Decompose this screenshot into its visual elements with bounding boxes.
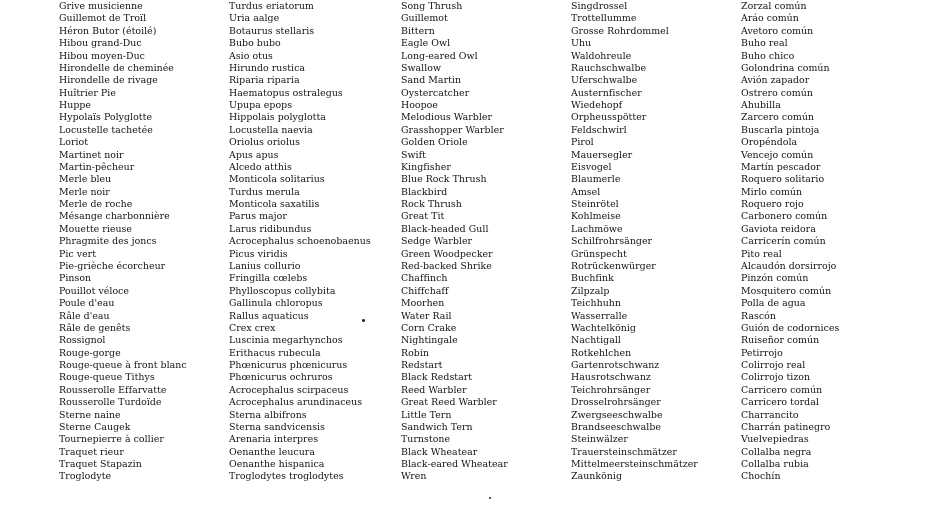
german-name-cell: Drosselrohrsänger [571, 397, 661, 409]
latin-name-cell: Picus viridis [229, 248, 288, 260]
french-name-cell: Traquet Stapazin [59, 459, 142, 471]
german-name-cell: Eisvogel [571, 161, 612, 173]
french-name-cell: Merle bleu [59, 174, 112, 186]
french-name-cell: Râle d'eau [59, 310, 110, 322]
spanish-name-cell: Golondrina común [741, 62, 830, 74]
latin-name-cell: Arenaria interpres [229, 434, 319, 446]
latin-name-cell: Phylloscopus collybita [229, 285, 336, 297]
french-name-cell: Troglodyte [59, 471, 112, 483]
latin-name-cell: Oriolus oriolus [229, 137, 301, 149]
table-row [0, 51, 933, 63]
english-name-cell: Sandwich Tern [401, 421, 473, 433]
table-row [0, 273, 933, 285]
latin-name-cell: Haematopus ostralegus [229, 87, 343, 99]
french-name-cell: Hibou moyen-Duc [59, 50, 145, 62]
latin-name-cell: Botaurus stellaris [229, 25, 315, 37]
table-row [0, 236, 933, 248]
english-name-cell: Great Reed Warbler [401, 397, 497, 409]
latin-name-cell: Crex crex [229, 322, 276, 334]
german-name-cell: Brandseeschwalbe [571, 421, 661, 433]
latin-name-cell: Phœnicurus ochruros [229, 372, 333, 384]
spanish-name-cell: Collalba rubia [741, 459, 809, 471]
spanish-name-cell: Buho real [741, 38, 788, 50]
french-name-cell: Phragmite des joncs [59, 236, 157, 248]
english-name-cell: Black Redstart [401, 372, 473, 384]
english-name-cell: Red-backed Shrike [401, 260, 492, 272]
german-name-cell: Teichhuhn [571, 298, 621, 310]
german-name-cell: Kohlmeise [571, 211, 621, 223]
english-name-cell: Chiffchaff [401, 285, 449, 297]
table-row [0, 471, 933, 483]
table-row [0, 385, 933, 397]
french-name-cell: Rousserolle Turdoïde [59, 397, 162, 409]
table-row [0, 323, 933, 335]
german-name-cell: Wiedehopf [571, 100, 623, 112]
spanish-name-cell: Zarcero común [741, 112, 814, 124]
spanish-name-cell: Avetoro común [741, 25, 814, 37]
spanish-name-cell: Colirrojo real [741, 360, 806, 372]
german-name-cell: Nachtigall [571, 335, 621, 347]
french-name-cell: Mouette rieuse [59, 223, 133, 235]
spanish-name-cell: Buho chico [741, 50, 795, 62]
latin-name-cell: Rallus aquaticus [229, 310, 309, 322]
table-row [0, 298, 933, 310]
french-name-cell: Tournepierre à collier [59, 434, 164, 446]
german-name-cell: Grünspecht [571, 248, 627, 260]
french-name-cell: Merle de roche [59, 199, 133, 211]
spanish-name-cell: Mirlo común [741, 186, 803, 198]
french-name-cell: Huppe [59, 100, 92, 112]
latin-name-cell: Sterna sandvicensis [229, 421, 325, 433]
latin-name-cell: Asio otus [229, 50, 273, 62]
table-row [0, 75, 933, 87]
english-name-cell: Black-eared Wheatear [401, 459, 508, 471]
latin-name-cell: Gallinula chloropus [229, 298, 323, 310]
table-row [0, 88, 933, 100]
english-name-cell: Wren [401, 471, 427, 483]
latin-name-cell: Erithacus rubecula [229, 347, 321, 359]
french-name-cell: Hirondelle de cheminée [59, 62, 174, 74]
table-row [0, 162, 933, 174]
latin-name-cell: Turdus eriatorum [229, 1, 314, 12]
german-name-cell: Steinrötel [571, 199, 619, 211]
spanish-name-cell: Carbonero común [741, 211, 828, 223]
english-name-cell: Little Tern [401, 409, 452, 421]
french-name-cell: Hibou grand-Duc [59, 38, 142, 50]
french-name-cell: Râle de genêts [59, 322, 131, 334]
spanish-name-cell: Mosquitero común [741, 285, 832, 297]
spanish-name-cell: Colirrojo tizon [741, 372, 811, 384]
french-name-cell: Pouillot véloce [59, 285, 130, 297]
table-row [0, 447, 933, 459]
latin-name-cell: Luscinia megarhynchos [229, 335, 343, 347]
french-name-cell: Loriot [59, 137, 89, 149]
latin-name-cell: Larus ridibundus [229, 223, 312, 235]
latin-name-cell: Bubo bubo [229, 38, 281, 50]
table-row [0, 372, 933, 384]
table-row [0, 311, 933, 323]
latin-name-cell: Acrocephalus arundinaceus [229, 397, 363, 409]
table-row [0, 459, 933, 471]
spanish-name-cell: Polla de agua [741, 298, 806, 310]
french-name-cell: Rouge-gorge [59, 347, 121, 359]
german-name-cell: Hausrotschwanz [571, 372, 651, 384]
spanish-name-cell: Vuelvepiedras [741, 434, 809, 446]
english-name-cell: Swallow [401, 62, 442, 74]
latin-name-cell: Locustella naevia [229, 124, 313, 136]
spanish-name-cell: Avión zapador [741, 75, 810, 87]
latin-name-cell: Alcedo atthis [229, 161, 292, 173]
table-row [0, 211, 933, 223]
table-row [0, 348, 933, 360]
latin-name-cell: Troglodytes troglodytes [229, 471, 344, 483]
spanish-name-cell: Pinzón común [741, 273, 809, 285]
latin-name-cell: Monticola solitarius [229, 174, 325, 186]
german-name-cell: Wasserralle [571, 310, 628, 322]
german-name-cell: Pirol [571, 137, 594, 149]
english-name-cell: Great Tit [401, 211, 445, 223]
latin-name-cell: Fringilla cœlebs [229, 273, 308, 285]
stray-dot-mark [362, 319, 365, 322]
english-name-cell: Green Woodpecker [401, 248, 493, 260]
english-name-cell: Rock Thrush [401, 199, 462, 211]
french-name-cell: Locustelle tachetée [59, 124, 153, 136]
french-name-cell: Mésange charbonnière [59, 211, 170, 223]
table-row [0, 199, 933, 211]
french-name-cell: Martin-pêcheur [59, 161, 135, 173]
spanish-name-cell: Alcaudón dorsirrojo [741, 260, 837, 272]
english-name-cell: Chaffinch [401, 273, 448, 285]
table-row [0, 38, 933, 50]
table-row [0, 174, 933, 186]
german-name-cell: Uferschwalbe [571, 75, 638, 87]
english-name-cell: Sand Martin [401, 75, 462, 87]
table-row [0, 397, 933, 409]
english-name-cell: Reed Warbler [401, 384, 467, 396]
french-name-cell: Rousserolle Effarvatte [59, 384, 167, 396]
french-name-cell: Rouge-queue Tithys [59, 372, 155, 384]
spanish-name-cell: Roquero solitario [741, 174, 825, 186]
table-row [0, 422, 933, 434]
english-name-cell: Blue Rock Thrush [401, 174, 487, 186]
french-name-cell: Pie-grièche écorcheur [59, 260, 166, 272]
spanish-name-cell: Ahubilla [741, 100, 781, 112]
latin-name-cell: Turdus merula [229, 186, 300, 198]
latin-name-cell: Acrocephalus scirpaceus [229, 384, 349, 396]
french-name-cell: Huîtrier Pie [59, 87, 116, 99]
english-name-cell: Sedge Warbler [401, 236, 473, 248]
french-name-cell: Hypolaïs Polyglotte [59, 112, 153, 124]
table-row [0, 63, 933, 75]
german-name-cell: Buchfink [571, 273, 614, 285]
spanish-name-cell: Oropéndola [741, 137, 798, 149]
spanish-name-cell: Aráo común [741, 13, 799, 25]
german-name-cell: Trauersteinschmätzer [571, 446, 677, 458]
english-name-cell: Water Rail [401, 310, 452, 322]
french-name-cell: Grive musicienne [59, 1, 143, 12]
french-name-cell: Hirondelle de rivage [59, 75, 158, 87]
german-name-cell: Lachmöwe [571, 223, 623, 235]
english-name-cell: Melodious Warbler [401, 112, 493, 124]
spanish-name-cell: Pito real [741, 248, 782, 260]
spanish-name-cell: Chochín [741, 471, 781, 483]
german-name-cell: Schilfrohrsänger [571, 236, 653, 248]
table-row [0, 125, 933, 137]
german-name-cell: Steinwälzer [571, 434, 628, 446]
french-name-cell: Guillemot de Troïl [59, 13, 147, 25]
english-name-cell: Nightingale [401, 335, 458, 347]
french-name-cell: Sterne naine [59, 409, 121, 421]
french-name-cell: Rouge-queue à front blanc [59, 360, 187, 372]
latin-name-cell: Hippolais polyglotta [229, 112, 326, 124]
latin-name-cell: Oenanthe hispanica [229, 459, 325, 471]
german-name-cell: Orpheusspötter [571, 112, 647, 124]
table-row [0, 1, 933, 13]
english-name-cell: Swift [401, 149, 426, 161]
spanish-name-cell: Martín pescador [741, 161, 821, 173]
latin-name-cell: Monticola saxatilis [229, 199, 320, 211]
german-name-cell: Zaunkönig [571, 471, 622, 483]
latin-name-cell: Apus apus [229, 149, 279, 161]
latin-name-cell: Parus major [229, 211, 287, 223]
table-row [0, 286, 933, 298]
english-name-cell: Turnstone [401, 434, 451, 446]
french-name-cell: Sterne Caugek [59, 421, 131, 433]
spanish-name-cell: Buscarla pintoja [741, 124, 820, 136]
german-name-cell: Singdrossel [571, 1, 628, 12]
spanish-name-cell: Guión de codornices [741, 322, 840, 334]
latin-name-cell: Phœnicurus phœnicurus [229, 360, 348, 372]
english-name-cell: Long-eared Owl [401, 50, 478, 62]
french-name-cell: Pinson [59, 273, 92, 285]
french-name-cell: Poule d'eau [59, 298, 115, 310]
german-name-cell: Zwergseeschwalbe [571, 409, 663, 421]
german-name-cell: Rauchschwalbe [571, 62, 647, 74]
french-name-cell: Merle noir [59, 186, 110, 198]
latin-name-cell: Upupa epops [229, 100, 293, 112]
latin-name-cell: Lanius collurio [229, 260, 301, 272]
table-row [0, 187, 933, 199]
spanish-name-cell: Roquero rojo [741, 199, 804, 211]
english-name-cell: Guillemot [401, 13, 448, 25]
stray-dot-mark [489, 497, 491, 499]
spanish-name-cell: Charrancito [741, 409, 799, 421]
german-name-cell: Waldohreule [571, 50, 632, 62]
german-name-cell: Rotrückenwürger [571, 260, 656, 272]
english-name-cell: Black Wheatear [401, 446, 478, 458]
latin-name-cell: Acrocephalus schoenobaenus [229, 236, 371, 248]
english-name-cell: Robin [401, 347, 429, 359]
german-name-cell: Grosse Rohrdommel [571, 25, 669, 37]
spanish-name-cell: Carricero común [741, 384, 823, 396]
table-row [0, 224, 933, 236]
german-name-cell: Amsel [571, 186, 601, 198]
spanish-name-cell: Zorzal común [741, 1, 807, 12]
table-row [0, 26, 933, 38]
latin-name-cell: Hirundo rustica [229, 62, 306, 74]
latin-name-cell: Riparia riparia [229, 75, 300, 87]
french-name-cell: Héron Butor (étoilé) [59, 25, 157, 37]
german-name-cell: Wachtelkönig [571, 322, 636, 334]
english-name-cell: Hoopoe [401, 100, 438, 112]
spanish-name-cell: Charrán patinegro [741, 421, 831, 433]
table-row [0, 335, 933, 347]
english-name-cell: Redstart [401, 360, 443, 372]
table-row [0, 249, 933, 261]
german-name-cell: Zilpzalp [571, 285, 610, 297]
german-name-cell: Austernfischer [571, 87, 642, 99]
german-name-cell: Blaumerle [571, 174, 621, 186]
table-row [0, 261, 933, 273]
spanish-name-cell: Rascón [741, 310, 776, 322]
table-row [0, 150, 933, 162]
french-name-cell: Pic vert [59, 248, 97, 260]
english-name-cell: Golden Oriole [401, 137, 468, 149]
english-name-cell: Grasshopper Warbler [401, 124, 504, 136]
table-row [0, 360, 933, 372]
table-row [0, 112, 933, 124]
latin-name-cell: Uria aalge [229, 13, 280, 25]
french-name-cell: Traquet rieur [59, 446, 124, 458]
table-row [0, 13, 933, 25]
spanish-name-cell: Collalba negra [741, 446, 812, 458]
german-name-cell: Gartenrotschwanz [571, 360, 660, 372]
german-name-cell: Mauersegler [571, 149, 633, 161]
french-name-cell: Martinet noir [59, 149, 124, 161]
spanish-name-cell: Gaviota reidora [741, 223, 816, 235]
german-name-cell: Uhu [571, 38, 592, 50]
english-name-cell: Black-headed Gull [401, 223, 489, 235]
spanish-name-cell: Ostrero común [741, 87, 813, 99]
spanish-name-cell: Carricero tordal [741, 397, 819, 409]
english-name-cell: Corn Crake [401, 322, 457, 334]
latin-name-cell: Oenanthe leucura [229, 446, 315, 458]
spanish-name-cell: Carricerín común [741, 236, 826, 248]
german-name-cell: Mittelmeersteinschmätzer [571, 459, 698, 471]
spanish-name-cell: Ruiseñor común [741, 335, 820, 347]
table-row [0, 137, 933, 149]
german-name-cell: Teichrohrsänger [571, 384, 651, 396]
english-name-cell: Eagle Owl [401, 38, 451, 50]
german-name-cell: Trottellumme [571, 13, 637, 25]
english-name-cell: Blackbird [401, 186, 448, 198]
english-name-cell: Song Thrush [401, 1, 463, 12]
french-name-cell: Rossignol [59, 335, 106, 347]
table-row [0, 100, 933, 112]
english-name-cell: Oystercatcher [401, 87, 470, 99]
table-row [0, 434, 933, 446]
english-name-cell: Moorhen [401, 298, 445, 310]
english-name-cell: Bittern [401, 25, 435, 37]
spanish-name-cell: Vencejo común [741, 149, 814, 161]
table-row [0, 410, 933, 422]
german-name-cell: Rotkehlchen [571, 347, 632, 359]
spanish-name-cell: Petirrojo [741, 347, 783, 359]
latin-name-cell: Sterna albifrons [229, 409, 307, 421]
german-name-cell: Feldschwirl [571, 124, 627, 136]
english-name-cell: Kingfisher [401, 161, 451, 173]
